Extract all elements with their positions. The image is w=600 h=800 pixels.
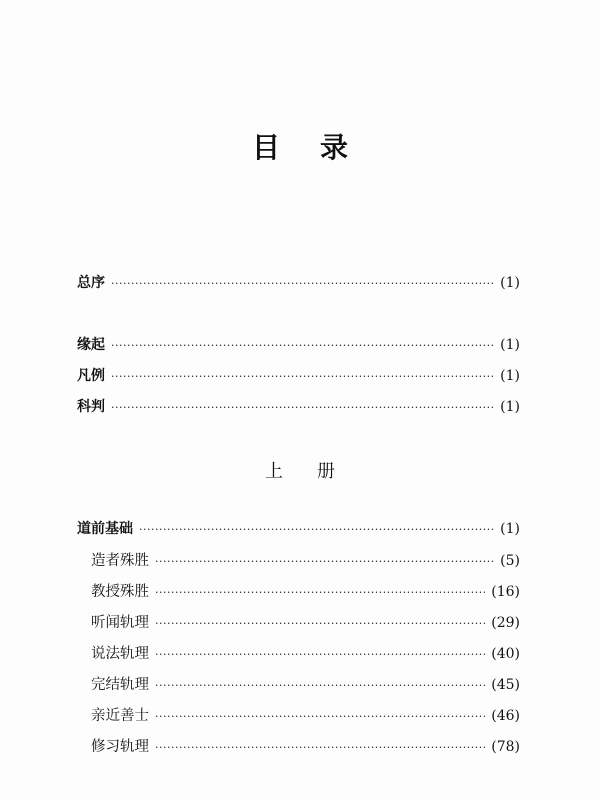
toc-dot-leader	[111, 370, 494, 383]
toc-entry-label: 亲近善士	[91, 708, 149, 724]
toc-page-number: (1)	[500, 521, 520, 537]
toc-dot-leader	[155, 741, 485, 754]
page-title: 目录	[251, 131, 388, 164]
toc-entry-label: 道前基础	[77, 521, 133, 537]
toc-entry-label: 科判	[77, 399, 105, 415]
toc-entry-origin[interactable]	[77, 334, 520, 356]
toc-entry-label: 说法轨理	[91, 646, 149, 662]
toc-dot-leader	[155, 586, 485, 599]
toc-subentry[interactable]	[91, 704, 520, 726]
toc-page-number: (16)	[491, 584, 520, 600]
toc-page-number: (46)	[491, 708, 520, 724]
toc-dot-leader	[111, 401, 494, 414]
toc-dot-leader	[111, 277, 494, 290]
toc-page-number: (29)	[491, 615, 520, 631]
toc-entry-label: 凡例	[77, 368, 105, 384]
toc-dot-leader	[155, 648, 485, 661]
toc-dot-leader	[155, 710, 485, 723]
section-heading: 上册	[265, 461, 369, 482]
toc-entry-outline[interactable]	[77, 396, 520, 418]
toc-page-number: (1)	[500, 337, 520, 353]
toc-entry-label: 缘起	[77, 337, 105, 353]
toc-subentry[interactable]	[91, 673, 520, 695]
toc-dot-leader	[155, 617, 485, 630]
toc-dot-leader	[111, 339, 494, 352]
toc-dot-leader	[155, 679, 485, 692]
toc-subentry[interactable]	[91, 549, 520, 571]
toc-page-number: (5)	[500, 553, 520, 569]
toc-entry-foundation[interactable]	[77, 518, 520, 540]
toc-page-number: (78)	[491, 739, 520, 755]
toc-entry-conventions[interactable]	[77, 365, 520, 387]
toc-subentry[interactable]	[91, 642, 520, 664]
toc-entry-label: 总序	[77, 275, 105, 291]
toc-entry-label: 教授殊胜	[91, 584, 149, 600]
toc-page-number: (45)	[491, 677, 520, 693]
toc-page-number: (1)	[500, 399, 520, 415]
toc-subentry[interactable]	[91, 735, 520, 757]
toc-entry-label: 听闻轨理	[91, 615, 149, 631]
toc-page-number: (40)	[491, 646, 520, 662]
toc-page-number: (1)	[500, 275, 520, 291]
toc-subentry[interactable]	[91, 580, 520, 602]
toc-dot-leader	[139, 523, 494, 536]
toc-entry-preface[interactable]	[77, 272, 520, 294]
toc-entry-label: 造者殊胜	[91, 553, 149, 569]
toc-page-number: (1)	[500, 368, 520, 384]
toc-dot-leader	[155, 555, 494, 568]
toc-subentry[interactable]	[91, 611, 520, 633]
toc-entry-label: 完结轨理	[91, 677, 149, 693]
toc-entry-label: 修习轨理	[91, 739, 149, 755]
